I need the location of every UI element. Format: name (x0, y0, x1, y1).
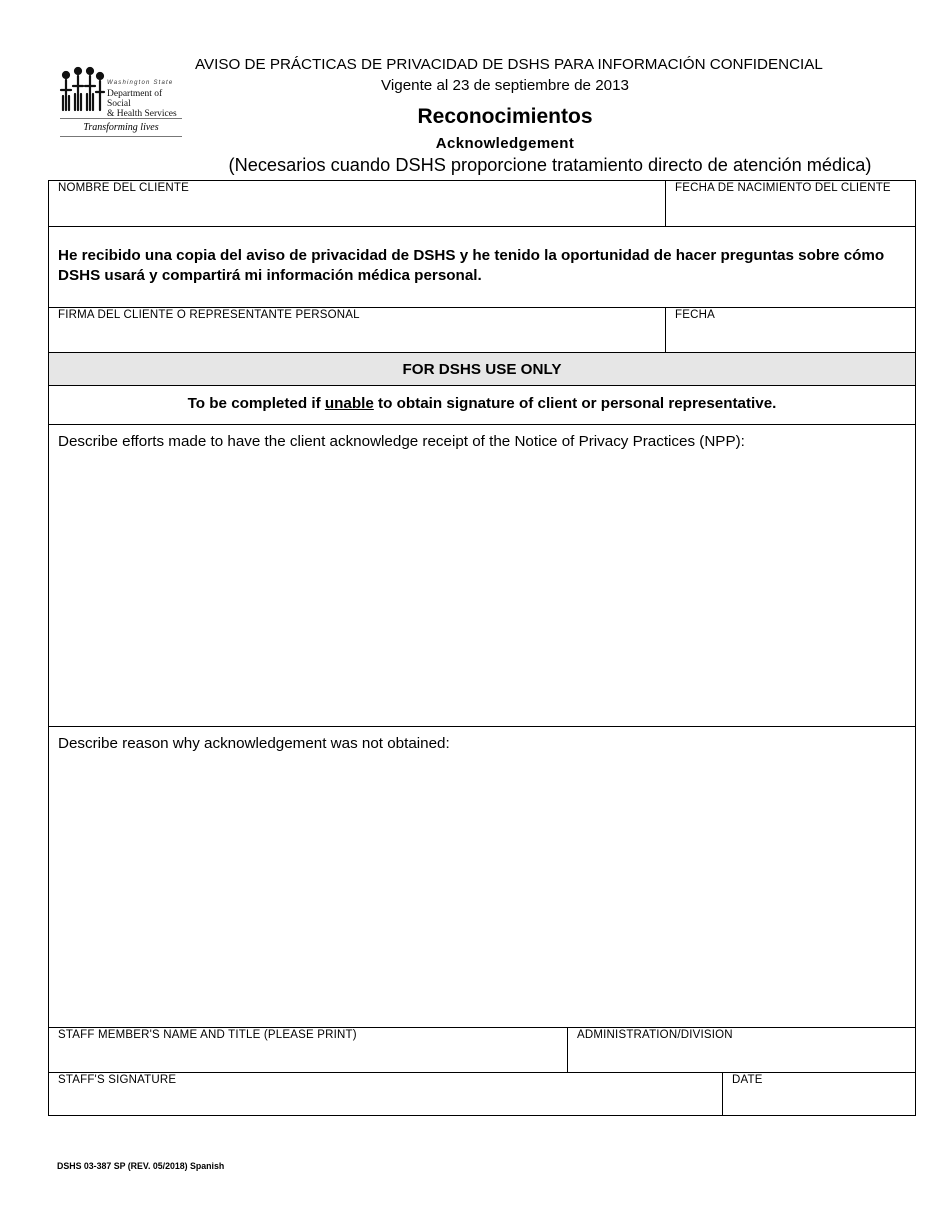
dshs-instruction-row (49, 386, 915, 425)
acknowledgement-statement-row (49, 227, 915, 308)
form-number: DSHS 03-387 SP (REV. 05/2018) Spanish (57, 1161, 225, 1171)
client-signature-field[interactable] (49, 308, 665, 352)
reason-description-label: Describe reason why acknowledgement was not obtained: (58, 735, 450, 752)
staff-name-label: STAFF MEMBER'S NAME AND TITLE (PLEASE PRINT) (58, 1029, 357, 1041)
dshs-instruction: To be completed if unable to obtain signature of client or personal representative. (187, 395, 777, 412)
people-icon (58, 66, 106, 114)
logo-state-text: Washington State (107, 80, 174, 86)
efforts-description-field[interactable] (49, 425, 915, 727)
staff-signature-row (49, 1073, 915, 1115)
staff-info-row (49, 1028, 915, 1073)
staff-signature-label: STAFF'S SIGNATURE (58, 1074, 177, 1086)
administration-division-field[interactable] (567, 1028, 915, 1072)
signature-date-label: FECHA (675, 309, 715, 321)
logo-department-text: Department of Social & Health Services (107, 89, 177, 119)
requirement-note: (Necesarios cuando DSHS proporcione tratamiento directo de atención médica) (228, 155, 872, 175)
staff-date-field[interactable] (722, 1073, 915, 1115)
dshs-logo (58, 66, 186, 140)
staff-date-label: DATE (732, 1074, 763, 1086)
client-dob-field[interactable] (665, 181, 915, 226)
page-title: Reconocimientos (417, 105, 593, 128)
acknowledgement-statement: He recibido una copia del aviso de privacidad de DSHS y he tenido la oportunidad de hacer preguntas sobre cómo DSHS usará y compartirá mi información médica personal. (58, 247, 885, 284)
page-subtitle: Acknowledgement (435, 135, 575, 152)
acknowledgement-form (48, 180, 916, 1116)
dshs-use-only-banner (49, 353, 915, 386)
dshs-use-only-label: FOR DSHS USE ONLY (402, 361, 562, 378)
client-name-field[interactable] (49, 181, 665, 226)
client-signature-row (49, 308, 915, 353)
staff-name-field[interactable] (49, 1028, 567, 1072)
client-signature-label: FIRMA DEL CLIENTE O REPRESENTANTE PERSONAL (58, 309, 360, 321)
logo-tagline: Transforming lives (83, 122, 159, 133)
administration-division-label: ADMINISTRATION/DIVISION (577, 1029, 733, 1041)
client-info-row (49, 181, 915, 227)
effective-date: Vigente al 23 de septiembre de 2013 (381, 77, 629, 94)
logo-divider-bottom (60, 136, 182, 137)
logo-divider-top (60, 118, 182, 119)
efforts-description-label: Describe efforts made to have the client acknowledge receipt of the Notice of Privacy Practices (NPP): (58, 433, 745, 450)
client-name-label: NOMBRE DEL CLIENTE (58, 182, 189, 194)
client-dob-label: FECHA DE NACIMIENTO DEL CLIENTE (675, 182, 891, 194)
notice-title: AVISO DE PRÁCTICAS DE PRIVACIDAD DE DSHS PARA INFORMACIÓN CONFIDENCIAL (195, 56, 823, 73)
reason-description-field[interactable] (49, 727, 915, 1028)
signature-date-field[interactable] (665, 308, 915, 352)
staff-signature-field[interactable] (49, 1073, 722, 1115)
